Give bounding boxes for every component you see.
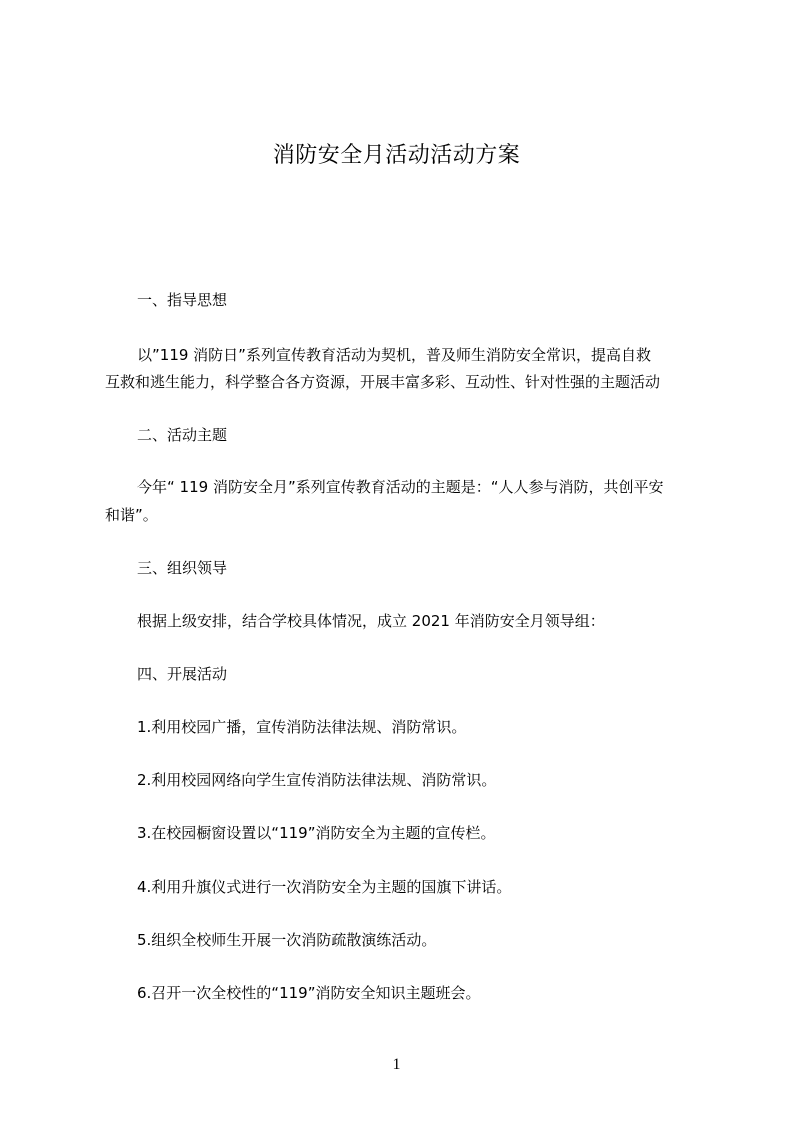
list-item: 6.召开一次全校性的“119”消防安全知识主题班会。 [137,984,481,1002]
list-item: 1.利用校园广播，宣传消防法律法规、消防常识。 [137,718,467,736]
section-heading-guiding-ideology: 一、指导思想 [137,291,228,309]
section-heading-theme: 二、活动主题 [137,426,228,444]
document-title: 消防安全月活动活动方案 [272,143,521,168]
page-number: 1 [392,1056,401,1073]
section-heading-activities: 四、开展活动 [137,665,228,683]
paragraph-line: 互救和逃生能力，科学整合各方资源，开展丰富多彩、互动性、针对性强的主题活动 [105,373,661,391]
list-item: 3.在校园橱窗设置以“119”消防安全为主题的宣传栏。 [137,824,496,842]
list-item: 4.利用升旗仪式进行一次消防安全为主题的国旗下讲话。 [137,878,512,896]
paragraph-line: 今年“ 119 消防安全月”系列宣传教育活动的主题是：“人人参与消防，共创平安 [137,478,664,496]
paragraph-line: 根据上级安排，结合学校具体情况，成立 2021 年消防安全月领导组： [137,612,605,630]
section-heading-leadership: 三、组织领导 [137,559,228,577]
paragraph-line: 以”119 消防日”系列宣传教育活动为契机，普及师生消防安全常识，提高自救 [137,346,651,364]
list-item: 2.利用校园网络向学生宣传消防法律法规、消防常识。 [137,771,497,789]
paragraph-line: 和谐”。 [105,506,158,524]
list-item: 5.组织全校师生开展一次消防疏散演练活动。 [137,931,437,949]
